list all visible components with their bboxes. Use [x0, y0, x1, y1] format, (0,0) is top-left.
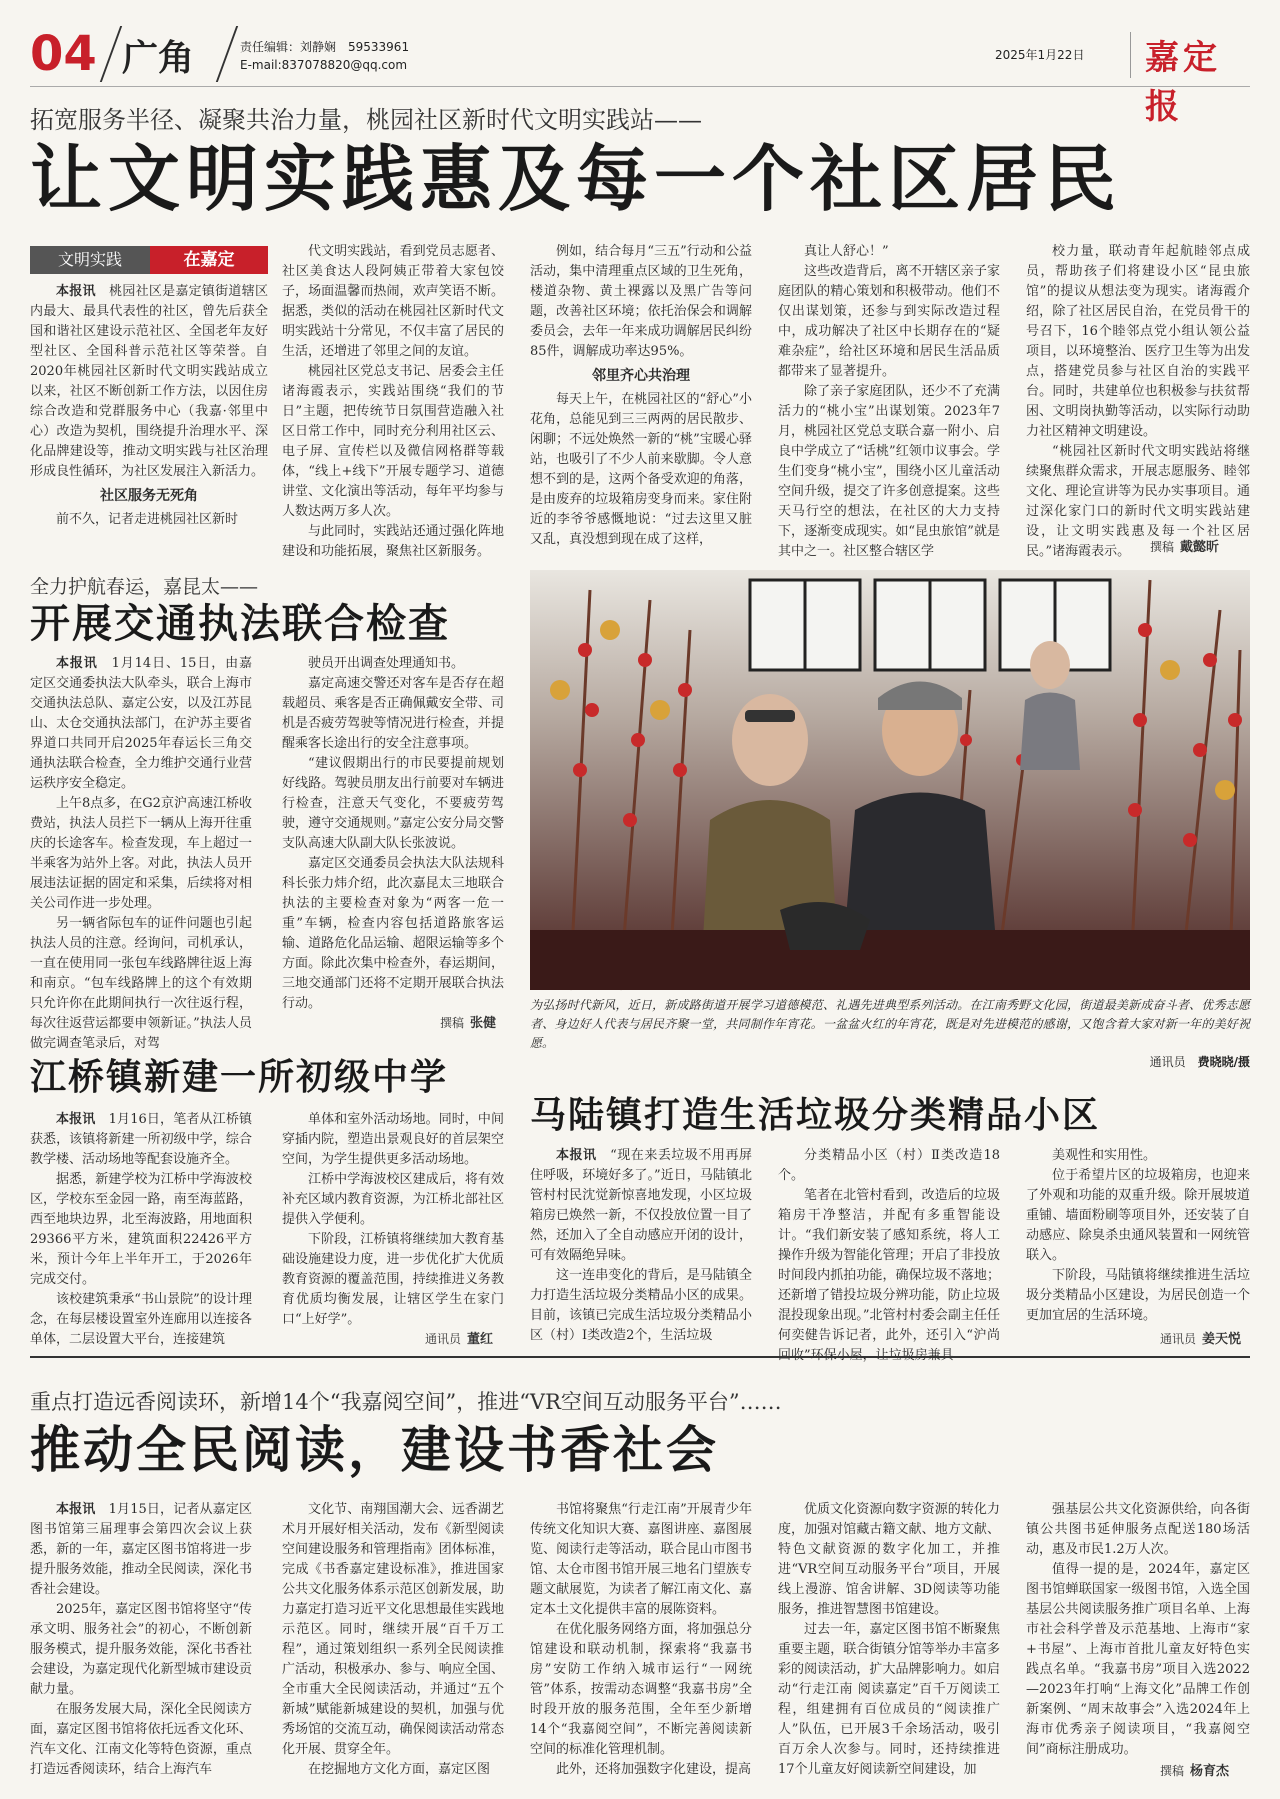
paragraph: 该校建筑秉承“书山景院”的设计理念，在每层楼设置室外连廊用以连接各单体，二层设置大平台，连接建筑: [30, 1292, 252, 1347]
paragraph: 2025年，嘉定区图书馆将坚守“传承文明、服务社会”的初心，不断创新服务模式，提升服务效能，深化书香社会建设，为嘉定现代化新型城市建设贡献力量。: [30, 1602, 252, 1697]
lead-label: 本报讯: [56, 284, 96, 299]
photo-byline: 通讯员 费晓晓/摄: [1149, 1055, 1250, 1069]
paragraph: 优质文化资源向数字资源的转化力度，加强对馆藏古籍文献、地方文献、特色文献资源的数字化加工，并推进“VR空间互动服务平台”项目，开展线上漫游、馆舍讲解、3D阅读等功能服务，推进智慧图书馆建设。: [778, 1502, 1000, 1617]
paragraph: 例如，结合每月“三五”行动和公益活动，集中清理重点区域的卫生死角，楼道杂物、黄土裸露以及黑广告等问题，改善社区环境；依托治保会和调解委员会，去年一年来成功调解居民纠纷85件，调解成功率达95%。: [530, 244, 752, 359]
paragraph: 1月16日，笔者从江桥镇获悉，该镇将新建一所初级中学，综合教学楼、活动场地等配套设施齐全。: [30, 1112, 252, 1167]
lead-label: 本报讯: [56, 1502, 96, 1517]
lead-label: 本报讯: [556, 1148, 597, 1163]
paragraph: 文化节、南翔国潮大会、远香湖艺术月开展好相关活动，发布《新型阅读空间建设服务和管理指南》团体标准，完成《书香嘉定建设标准》，推进国家公共文化服务体系示范区创新发展，助力嘉定打造习近平文化思想最佳实践地示范区。同时，继续开展“百千万工程”，通过策划组织一系列全民阅读推广活动，积极承办、参与、响应全国、全市重大全民阅读活动，并通过“五个新城”赋能新城建设的契机，加强与优秀场馆的交流互动，确保阅读活动常态化开展、贯穿全年。: [282, 1502, 504, 1757]
paragraph: 在优化服务网络方面，将加强总分馆建设和联动机制，探索将“我嘉书房”安防工作纳入城市运行“一网统管”体系，按需动态调整“我嘉书房”全时段开放的服务范围，全年至少新增14个“我嘉阅空间”，不断完善阅读新空间的标准化管理机制。: [530, 1622, 752, 1757]
paragraph: “现在来丢垃圾不用再屏住呼吸，环境好多了。”近日，马陆镇北管村村民沈觉新惊喜地发现，小区垃圾箱房已焕然一新，不仅投放位置一目了然，还加入了全自动感应开闭的设计，可有效隔绝异味。: [530, 1148, 752, 1263]
column-tag: [30, 246, 268, 274]
paragraph: 前不久，记者走进桃园社区新时: [56, 512, 239, 527]
photo-caption: [530, 996, 1250, 1072]
paragraph: 上午8点多，在G2京沪高速江桥收费站，执法人员拦下一辆从上海开往重庆的长途客车。检查发现，车上超过一半乘客为站外上客。对此，执法人员开展违法证据的固定和采集，后续将对相关公司作进一步处理。: [30, 796, 252, 911]
article1-column-1: [30, 282, 268, 558]
article2-kicker: 全力护航春运，嘉昆太——: [30, 576, 259, 598]
paragraph: “建议假期出行的市民要提前规划好线路。驾驶员朋友出行前要对车辆进行检查，注意天气变化，不要疲劳驾驶，遵守交通规则。”嘉定公安分局交警支队高速大队副大队长张波说。: [282, 756, 504, 851]
article3-headline: 江桥镇新建一所初级中学: [30, 1057, 449, 1098]
article4-byline: 通讯员 姜天悦: [1160, 1332, 1242, 1347]
article4-headline: 马陆镇打造生活垃圾分类精品小区: [530, 1095, 1101, 1136]
paragraph: 每天上午，在桃园社区的“舒心”小花角，总能见到三三两两的居民散步、闲聊；不远处焕然一新的“桃”宝暖心驿站，也吸引了不少人前来歇脚。令人意想不到的是，这两个备受欢迎的角落，是由废弃的垃圾箱房变身而来。家住附近的李爷爷感慨地说：“过去这里又脏又乱，真没想到现在成了这样，: [530, 392, 752, 547]
article2-byline: 撰稿 张健: [440, 1016, 497, 1031]
paragraph: 除了亲子家庭团队，还少不了充满活力的“桃小宝”出谋划策。2023年7月，桃园社区党总支联合嘉一附小、启良中学成立了“话桃”红领巾议事会。学生们变身“桃小宝”，围绕小区儿童活动空间升级，提交了许多创意提案。这些天马行空的想法，在社区的大力支持下，逐渐变成现实。如“昆虫旅馆”就是其中之一。社区整合辖区学: [778, 384, 1000, 559]
header-divider: [1130, 32, 1131, 78]
paragraph: “桃园社区新时代文明实践站将继续聚焦群众需求，开展志愿服务、睦邻文化、理论宣讲等为民办实事项目。通过深化家门口的新时代文明实践站建设，让文明实践惠及每一个社区居民。”诸海霞表示。: [1026, 444, 1250, 559]
paragraph: 书馆将聚焦“行走江南”开展青少年传统文化知识大赛、嘉图讲座、嘉图展览、阅读行走等活动，联合昆山市图书馆、太仓市图书馆开展三地名门望族专题文献展览，为读者了解江南文化、嘉定本土文化提供丰富的展陈资料。: [530, 1502, 752, 1617]
article1-column-4: [778, 242, 1000, 558]
article2-column-2: [282, 654, 504, 1011]
page-number: 04: [30, 26, 97, 82]
paragraph: 据悉，新建学校为江桥中学海波校区，学校东至金园一路，南至海蓝路，西至地块边界，北至海波路，用地面积29366平方米，建筑面积22426平方米，预计今年上半年开工，于2026年完成交付。: [30, 1172, 252, 1287]
article3-column-2: [282, 1110, 504, 1327]
article5-column-4: [778, 1500, 1000, 1776]
paragraph: 另一辆省际包车的证件问题也引起执法人员的注意。经询问，司机承认，一直在使用同一张包车线路牌往返上海和南京。“包车线路牌上的这个有效期只允许你在此期间执行一次往返行程，每次往返营运都要申领新证。”执法人员做完调查笔录后，对驾: [30, 916, 252, 1051]
article1-column-2: [282, 242, 504, 558]
event-photo: [530, 570, 1250, 990]
paragraph: 1月15日，记者从嘉定区图书馆第三届理事会第四次会议上获悉，新的一年，嘉定区图书馆将进一步提升服务效能，推动全民阅读，深化书香社会建设。: [30, 1502, 252, 1597]
photo-illustration: [530, 570, 1250, 990]
article3-column-1: [30, 1110, 252, 1346]
article5-headline: 推动全民阅读，建设书香社会: [30, 1421, 719, 1479]
paragraph: 校力量，联动青年起航睦邻点成员，帮助孩子们将建设小区“昆虫旅馆”的提议从想法变为现实。诸海霞介绍，除了社区居民自治，在党员骨干的号召下，16个睦邻点党小组认领公益项目，以环境整治、医疗卫生等为出发点，搭建党员参与社区自治的实践平台。同时，共建单位也积极参与扶贫帮困、文明岗执勤等活动，以实际行动助力社区精神文明建设。: [1026, 244, 1250, 439]
editor-info: [240, 38, 409, 74]
subheading: 邻里齐心共治理: [592, 368, 690, 384]
paragraph: 在服务发展大局，深化全民阅读方面，嘉定区图书馆将依托远香文化环、汽车文化、江南文化等特色资源，重点打造远香阅读环，结合上海汽车: [30, 1702, 252, 1777]
article2-headline: 开展交通执法联合检查: [30, 601, 450, 647]
paragraph: 嘉定高速交警还对客车是否存在超载超员、乘客是否正确佩戴安全带、司机是否疲劳驾驶等情况进行检查，并提醒乘客长途出行的安全注意事项。: [282, 676, 504, 751]
paragraph: 1月14日、15日，由嘉定区交通委执法大队牵头，联合上海市交通执法总队、嘉定公安，以及江苏昆山、太仓交通执法部门，在沪苏主要省界道口共同开启2025年春运长三角交通执法联合检查，全力维护交通行业营运秩序安全稳定。: [30, 656, 252, 791]
article5-column-3: [530, 1500, 752, 1776]
paragraph: 分类精品小区（村）Ⅱ类改造18个。: [778, 1148, 1000, 1183]
paragraph: 这一连串变化的背后，是马陆镇全力打造生活垃圾分类精品小区的成果。目前，该镇已完成生活垃圾分类精品小区（村）Ⅰ类改造2个，生活垃圾: [530, 1268, 752, 1343]
paragraph: 嘉定区交通委员会执法大队法规科科长张力炜介绍，此次嘉昆太三地联合执法的主要检查对象为“两客一危一重”车辆，检查内容包括道路旅客运输、道路危化品运输、超限运输等多个方面。除此次集中检查外，春运期间，三地交通部门还将不定期开展联合执法行动。: [282, 856, 504, 1011]
section-title: 广角: [122, 37, 195, 79]
paragraph: 美观性和实用性。: [1052, 1148, 1157, 1163]
paragraph: 这些改造背后，离不开辖区亲子家庭团队的精心策划和积极带动。他们不仅出谋划策，还参与到实际改造过程中，成功解决了社区中长期存在的“疑难杂症”，给社区环境和居民生活品质都带来了显著提升。: [778, 264, 1000, 379]
tag-left: 文明实践: [30, 246, 150, 274]
subheading: 社区服务无死角: [100, 488, 198, 504]
caption-text: 为弘扬时代新风，近日，新成路街道开展学习道德模范、礼遇先进典型系列活动。在江南秀野文化园，街道最美新成奋斗者、优秀志愿者、身边好人代表与居民齐聚一堂，共同制作年宵花。一盆盆火红的年宵花，既是对先进模范的感谢，又饱含着大家对新一年的美好祝愿。: [530, 998, 1250, 1050]
article5-byline: 撰稿 杨育杰: [1160, 1764, 1230, 1779]
article5-column-5: [1026, 1500, 1250, 1757]
paragraph: 桃园社区党总支书记、居委会主任诸海霞表示，实践站围绕“我们的节日”主题，把传统节日氛围营造融入社区日常工作中，同时充分利用社区云、电子屏、宣传栏以及微信网格群等载体，“线上+线下”开展专题学习、道德讲堂、文化演出等活动，每年平均参与人数达两万多人次。: [282, 364, 504, 519]
paragraph: 桃园社区是嘉定镇街道辖区内最大、最具代表性的社区，曾先后获全国和谐社区建设示范社区、全国老年友好型社区、全国科普示范社区等荣誉。自2020年桃园社区新时代文明实践站成立以来，社区不断创新工作方法，以因住房综合改造和党群服务中心（我嘉·邻里中心）改造为契机，围绕提升治理水平、深化品牌建设等，推动文明实践与社区治理形成良性循环，为社区发展注入新活力。: [30, 284, 268, 479]
article3-byline: 通讯员 董红: [425, 1332, 494, 1347]
header-slash: [216, 26, 238, 82]
editor-line: 责任编辑：刘静娴 59533961: [240, 40, 410, 54]
article1-byline: 撰稿 戴懿昕: [1150, 540, 1220, 555]
article4-column-1: [530, 1146, 752, 1346]
article4-column-2: [778, 1146, 1000, 1346]
paragraph: 单体和室外活动场地。同时，中间穿插内院，塑造出景观良好的首层架空空间，为学生提供更多活动场地。: [282, 1112, 504, 1167]
article5-column-2: [282, 1500, 504, 1776]
paragraph: 过去一年，嘉定区图书馆不断聚焦重要主题，联合街镇分馆等举办丰富多彩的阅读活动，扩大品牌影响力。如启动“行走江南 阅读嘉定”百千万阅读工程，组建拥有百位成员的“阅读推广人”队伍，已开展3千余场活动，吸引百万余人次参与。同时，还持续推进17个儿童友好阅读新空间建设，加: [778, 1622, 1000, 1777]
paragraph: 强基层公共文化资源供给，向各街镇公共图书延伸服务点配送180场活动，惠及市民1.2万人次。: [1026, 1502, 1250, 1557]
paragraph: 真让人舒心！”: [804, 244, 889, 259]
article4-column-3: [1026, 1146, 1250, 1322]
lead-label: 本报讯: [56, 656, 98, 671]
paragraph: 下阶段，江桥镇将继续加大教育基础设施建设力度，进一步优化扩大优质教育资源的覆盖范围，持续推进义务教育优质均衡发展，让辖区学生在家门口“上好学”。: [282, 1232, 504, 1327]
article1-column-3: [530, 242, 752, 558]
tag-right: 在嘉定: [150, 246, 268, 274]
article1-headline: 让文明实践惠及每一个社区居民: [30, 137, 1123, 221]
section-divider: [30, 1356, 1250, 1358]
paragraph: 代文明实践站，看到党员志愿者、社区美食达人段阿姨正带着大家包饺子，场面温馨而热闹，欢声笑语不断。据悉，类似的活动在桃园社区新时代文明实践站十分常见，不仅丰富了居民的生活，还增进了邻里之间的友谊。: [282, 244, 504, 359]
paragraph: 此外，还将加强数字化建设，提高: [556, 1762, 752, 1777]
paragraph: 下阶段，马陆镇将继续推进生活垃圾分类精品小区建设，为居民创造一个更加宜居的生活环境。: [1026, 1268, 1250, 1323]
article5-kicker: 重点打造远香阅读环，新增14个“我嘉阅空间”，推进“VR空间互动服务平台”……: [30, 1390, 782, 1414]
paragraph: 笔者在北管村看到，改造后的垃圾箱房干净整洁，并配有多重智能设计。“我们新安装了感知系统，将人工操作升级为智能化管理；开启了非投放时间段内抓拍功能，确保垃圾不落地；还新增了错投垃圾分辨功能，防止垃圾混投现象出现。”北管村村委会副主任任何奕健告诉记者，此外，还引入“沪尚: [778, 1188, 1000, 1343]
editor-email: E-mail:837078820@qq.com: [240, 58, 408, 72]
paragraph: 在挖掘地方文化方面，嘉定区图: [308, 1762, 491, 1777]
article5-column-1: [30, 1500, 252, 1776]
newspaper-logo: 嘉定报: [1145, 38, 1221, 127]
paragraph: 驶员开出调查处理通知书。: [308, 656, 465, 671]
lead-label: 本报讯: [56, 1112, 96, 1127]
article1-kicker: 拓宽服务半径、凝聚共治力量，桃园社区新时代文明实践站——: [30, 106, 702, 134]
paragraph: 值得一提的是，2024年，嘉定区图书馆蝉联国家一级图书馆，入选全国基层公共阅读服务推广项目名单、上海市社会科学普及示范基地、上海市“家+书屋”、上海市首批儿童友好特色实践点名单。“我嘉书房”项目入选2022—2023年打响“上海文化”品牌工作创新案例、“周末故事会”入选2024年上海市优秀亲子阅读项目，“我嘉阅空间”商标注册成功。: [1026, 1562, 1250, 1757]
paragraph: 与此同时，实践站还通过强化阵地建设和功能拓展，聚焦社区新服务。: [282, 524, 504, 559]
article2-column-1: [30, 654, 252, 1051]
issue-date: 2025年1月22日: [995, 48, 1085, 62]
paragraph: 位于希望片区的垃圾箱房，也迎来了外观和功能的双重升级。除开展坡道重铺、墙面粉刷等项目外，还安装了自动感应、除臭杀虫通风装置和一网统管联入。: [1026, 1168, 1250, 1263]
paragraph: 江桥中学海波校区建成后，将有效补充区域内教育资源，为江桥北部社区提供入学便利。: [282, 1172, 504, 1227]
header-slash: [100, 26, 122, 82]
